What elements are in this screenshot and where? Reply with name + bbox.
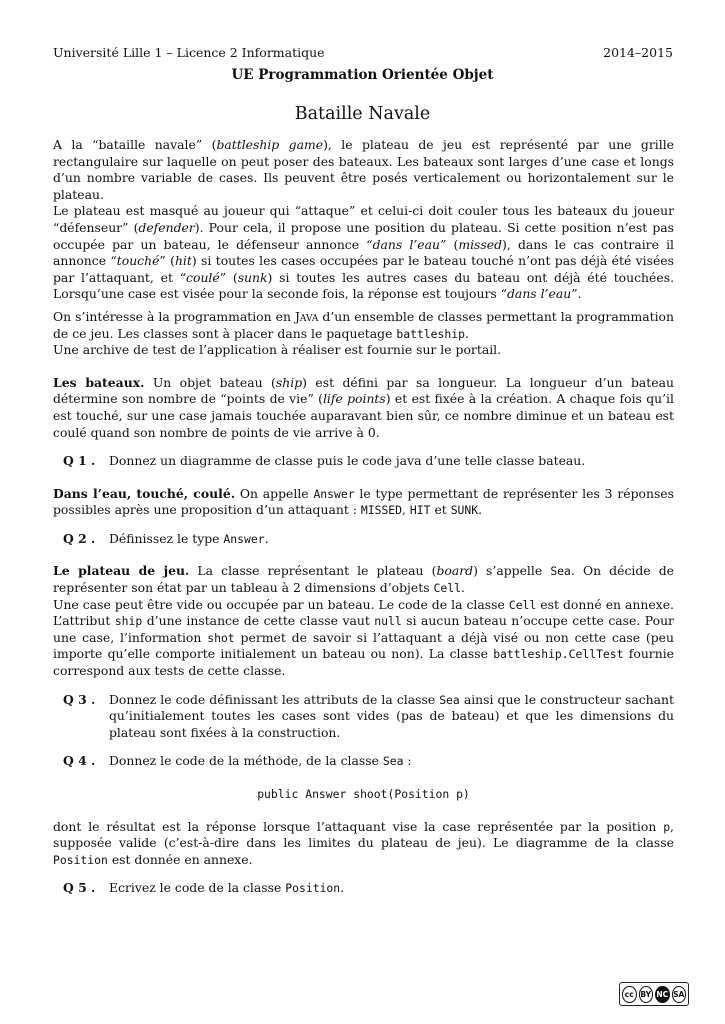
sa-icon: SA <box>672 986 687 1003</box>
section-heading: Dans l’eau, touché, coulé. <box>53 485 236 501</box>
intro-paragraph-3: On s’intéresse à la programmation en Java d’un ensemble de classes permettant la programmation de ce jeu. Les classes sont à placer dans le paquetage battleship. <box>53 308 674 341</box>
question-3: Q 3 . Donnez le code définissant les attributs de la classe Sea ainsi que le constructeur sachant qu’initialement toutes les cases sont vides (pas de bateau) et que les dimensions du plateau sont fixées à la construction. <box>63 691 674 740</box>
nc-icon: NC <box>655 986 670 1003</box>
intro-paragraph-2: Le plateau est masqué au joueur qui “attaque” et celui-ci doit couler tous les bateaux du joueur “défenseur” (defender). Pour cela, il propose une position du plateau. Si cette position n’est pas occupée par un bateau, le défenseur annonce “dans l’eau” (missed), dans le cas contraire il annonce “touché” (hit) si toutes les cases occupées par le bateau touché n’ont pas déjà été visées par l’attaquant, et “coulé” (sunk) si toutes les autres cases du bateau ont déjà été touchées. Lorsqu’une case est visée pour la seconde fois, la réponse est toujours “dans l’eau”. <box>53 203 675 302</box>
question-2: Q 2 . Définissez le type Answer. <box>63 530 269 546</box>
question-label: Q 4 . <box>63 753 96 769</box>
question-5: Q 5 . Ecrivez le code de la classe Position. <box>63 880 345 896</box>
header-year: 2014–2015 <box>603 45 673 60</box>
intro-paragraph-4: Une archive de test de l’application à réaliser est fournie sur le portail. <box>53 342 502 358</box>
document-body <box>53 137 674 897</box>
creative-commons-license-badge <box>619 982 689 1006</box>
question-label: Q 2 . <box>63 530 96 546</box>
by-icon: BY <box>639 986 654 1003</box>
question-1: Q 1 . Donnez un diagramme de classe puis le code java d’une telle classe bateau. <box>63 453 586 469</box>
document-title: Bataille Navale <box>294 104 431 124</box>
section-bateaux: Les bateaux. Un objet bateau (ship) est défini par sa longueur. La longueur d’un bateau détermine son nombre de “points de vie” (life points) et est fixée à la création. A chaque fois qu’il est touché, sur une case jamais touchée auparavant bien sûr, ce nombre diminue et un bateau est coulé quand son nombre de points de vie arrive à 0. <box>53 374 674 440</box>
question-label: Q 5 . <box>63 880 96 896</box>
question-4: Q 4 . Donnez le code de la méthode, de la classe Sea : <box>63 753 412 769</box>
section-plateau: Le plateau de jeu. La classe représentant le plateau (board) s’appelle Sea. On décide de représenter son état par un tableau à 2 dimensions d’objets Cell. <box>53 563 674 596</box>
question-4-details: dont le résultat est la réponse lorsque l’attaquant vise la case représentée par la position p, supposée valide (c’est-à-dire dans les limites du plateau de jeu). Le diagramme de la classe Position est donnée en annexe. <box>53 818 674 867</box>
question-label: Q 1 . <box>63 453 96 469</box>
method-signature: public Answer shoot(Position p) <box>257 787 470 801</box>
section-heading: Les bateaux. <box>53 374 145 390</box>
section-plateau-cell: Une case peut être vide ou occupée par un bateau. Le code de la classe Cell est donné en annexe. L’attribut ship d’une instance de cette classe vaut null si aucun bateau n’occupe cette case. Pour une case, l’information shot permet de savoir si l’attaquant a déjà visé ou non cette case (peu importe qu’elle comporte initialement un bateau ou non). La classe battleship.CellTest fournie correspond aux tests de cette classe. <box>53 596 674 679</box>
section-eau: Dans l’eau, touché, coulé. On appelle Answer le type permettant de représenter les 3 réponses possibles après une proposition d’un attaquant : MISSED, HIT et SUNK. <box>53 485 674 518</box>
intro-paragraph-1: A la “bataille navale” (battleship game), le plateau de jeu est représenté par une grille rectangulaire sur laquelle on peut poser des bateaux. Les bateaux sont larges d’une case et longs d’un nombre variable de cases. Ils peuvent être posés verticalement ou horizontalement sur le plateau. <box>53 137 675 202</box>
question-label: Q 3 . <box>63 691 96 707</box>
cc-icon: cc <box>622 986 637 1003</box>
header-course: UE Programmation Orientée Objet <box>231 67 494 83</box>
header-university: Université Lille 1 – Licence 2 Informatique <box>53 45 325 60</box>
section-heading: Le plateau de jeu. <box>53 563 190 579</box>
